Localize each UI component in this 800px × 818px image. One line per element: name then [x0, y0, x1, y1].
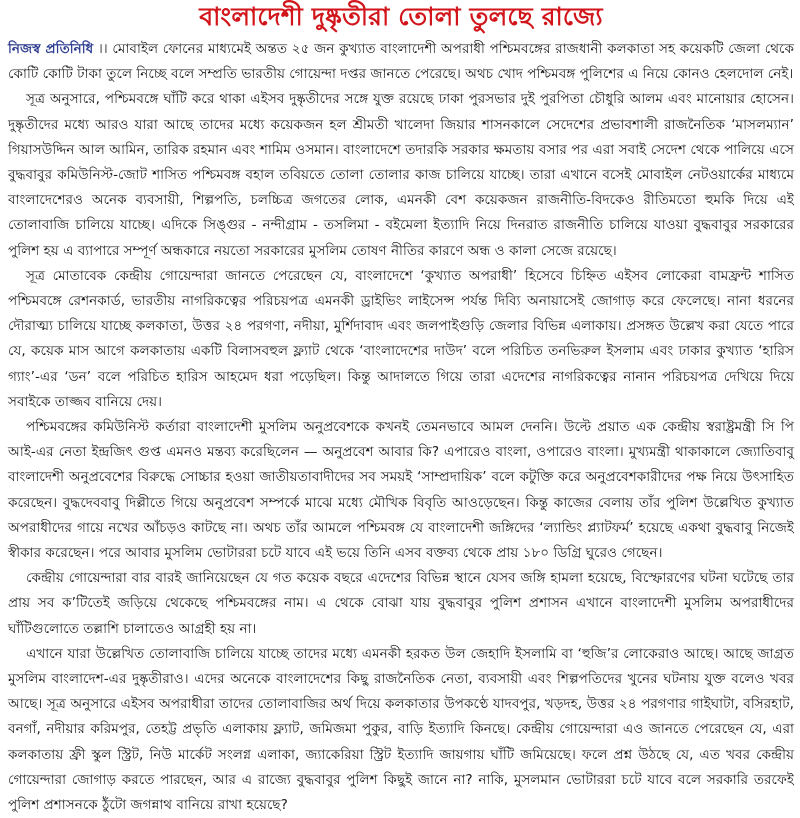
paragraph-1 — [8, 37, 794, 87]
paragraph-5: কেন্দ্রীয় গোয়েন্দারা বার বারই জানিয়েছেন যে গত কয়েক বছরে এদেশের বিভিন্ন স্থানে যেসব জঙ্গি হামলা হয়েছে, বিস্ফোরণের ঘটনা ঘটেছে তার প্রায় সব ক’টিতেই জড়িয়ে থেকেছে পশ্চিমবঙ্গের নাম। এ থেকে বোঝা যায় বুদ্ধবাবুর পুলিশ প্রশাসন এখানে বাংলাদেশী মুসলিম অপরাধীদের ঘাঁটিগুলোতে তল্লাশি চালাতেও আগ্রহী হয় না। — [8, 570, 794, 637]
paragraph-4: পশ্চিমবঙ্গের কমিউনিস্ট কর্তারা বাংলাদেশী মুসলিম অনুপ্রবেশকে কখনই তেমনভাবে আমল দেননি। উল্টে প্রয়াত এক কেন্দ্রীয় স্বরাষ্ট্রমন্ত্রী সি পি আই-এর নেতা ইন্দ্রজিৎ গুপ্ত এমনও মন্তব্য করেছিলেন — অনুপ্রবেশ আবার কি? এপারেও বাংলা, ওপারেও বাংলা। মুখ্যমন্ত্রী থাকাকালে জ্যোতিবাবু বাংলাদেশী অনুপ্রবেশের বিরুদ্ধে সোচ্চার হওয়া জাতীয়তাবাদীদের সব সময়ই ‘সাম্প্রদায়িক’ বলে কটুক্তি করে অনুপ্রবেশকারীদের পক্ষ নিয়ে উৎসাহিত করেছেন। বুদ্ধদেববাবু দিল্লীতে গিয়ে অনুপ্রবেশ সম্পর্কে মাঝে মধ্যে মৌখিক বিবৃতি আওড়েছেন। কিন্তু কাজের বেলায় তাঁর পুলিশ উল্লেখিত কুখ্যাত অপরাধীদের গায়ে নখের আঁচড়ও কাটছে না। অথচ তাঁর আমলে পশ্চিমবঙ্গ যে বাংলাদেশী জঙ্গিদের ‘ল্যান্ডিং প্ল্যাটফর্ম’ হয়েছে একথা বুদ্ধবাবু নিজেই স্বীকার করেছেন। পরে আবার মুসলিম ভোটাররা চটে যাবে এই ভয়ে তিনি এসব বক্তব্য থেকে প্রায় ১৮০ ডিগ্রি ঘুরেও গেছেন। — [8, 419, 794, 562]
paragraph-text: মোবাইল ফোনের মাধ্যমেই অন্তত ২৫ জন কুখ্যাত বাংলাদেশী অপরাধী পশ্চিমবঙ্গের রাজধানী কলকাতা সহ কয়েকটি জেলা থেকে কোটি কোটি টাকা তুলে নিচ্ছে বলে সম্প্রতি ভারতীয় গোয়েন্দা দপ্তর জানতে পেরেছে। অথচ খোদ পশ্চিমবঙ্গ পুলিশের এ নিয়ে কোনও হেলদোল নেই। — [8, 41, 795, 83]
paragraph-2: সূত্র অনুসারে, পশ্চিমবঙ্গে ঘাঁটি করে থাকা এইসব দুষ্কৃতীদের সঙ্গে যুক্ত রয়েছে ঢাকা পুরসভার দুই পুরপিতা চৌধুরি আলম এবং মানোয়ার হোসেন। দুষ্কৃতীদের মধ্যে আরও যারা আছে তাদের মধ্যে কয়েকজন হল শ্রীমতী খালেদা জিয়ার শাসনকালে সেদেশের প্রভাবশালী রাজনৈতিক ‘মাসলম্যান’ গিয়াসউদ্দিন আল আমিন, তারিক রহমান এবং শামিম ওসমান। বাংলাদেশে তদারকি সরকার ক্ষমতায় বসার পর এরা সবাই সেদেশ থেকে পালিয়ে এসে বুদ্ধবাবুর কমিউনিস্ট-জোট শাসিত পশ্চিমবঙ্গ বহাল তবিয়তে তোলা তোলার কাজ চালিয়ে যাচ্ছে। তারা এখানে বসেই মোবাইল নেটওয়ার্কের মাধ্যমে বাংলাদেশেরও অনেক ব্যবসায়ী, শিল্পপতি, চলচ্চিত্র জগতের লোক, এমনকী বেশ কয়েকজন রাজনীতি-বিদকেও রীতিমতো হুমকি দিয়ে এই তোলাবাজি চালিয়ে যাচ্ছে। এদিকে সিঙ্গুর - নন্দীগ্রাম - তসলিমা - বইমেলা ইত্যাদি নিয়ে দিনরাত রাজনীতি চালিয়ে যাওয়া বুদ্ধবাবুর সরকারের পুলিশ হয় এ ব্যাপারে সম্পূর্ণ অন্ধকারে নয়তো সরকারের মুসলিম তোষণ নীতির কারণে অন্ধ ও কালা সেজে রয়েছে। — [8, 91, 794, 259]
byline-separator: ।। — [93, 41, 113, 57]
paragraph-6: এখানে যারা উল্লেখিত তোলাবাজি চালিয়ে যাচ্ছে তাদের মধ্যে এমনকী হরকত উল জেহাদি ইসলামি বা ‘হুজি’র লোকেরাও আছে। আছে জাগ্রত মুসলিম বাংলাদেশ-এর দুষ্কৃতীরাও। এদের অনেকে বাংলাদেশের কিছু রাজনৈতিক নেতা, ব্যবসায়ী এবং শিল্পপতিদের খুনের ঘটনায় যুক্ত বলেও খবর আছে। সূত্র অনুসারে এইসব অপরাধীরা তাদের তোলাবাজির অর্থ দিয়ে কলকাতার উপকণ্ঠে যাদবপুর, খড়দহ, উত্তর ২৪ পরগণার গাইঘাটা, বসিরহাট, বনগাঁ, নদীয়ার করিমপুর, তেহট্ট প্রভৃতি এলাকায় ফ্ল্যাট, জমিজমা পুকুর, বাড়ি ইত্যাদি কিনছে। কেন্দ্রীয় গোয়েন্দারা এও জানতে পেরেছেন যে, এরা কলকাতায় ফ্রী স্কুল স্ট্রিট, নিউ মার্কেট সংলগ্ন এলাকা, জ্যাকেরিয়া স্ট্রিট ইত্যাদি জায়গায় ঘাঁটি জমিয়েছে। ফলে প্রশ্ন উঠছে যে, এত খবর কেন্দ্রীয় গোয়েন্দারা জোগাড় করতে পারছেন, আর এ রাজ্যে বুদ্ধবাবুর পুলিশ কিছুই জানে না? নাকি, মুসলমান ভোটাররা চটে যাবে বলে সরকারি তরফেই পুলিশ প্রশাসনকে ঠুঁটো জগন্নাথ বানিয়ে রাখা হয়েছে? — [8, 645, 794, 814]
article-body — [8, 37, 794, 818]
headline: বাংলাদেশী দুষ্কৃতীরা তোলা তুলছে রাজ্যে — [199, 2, 603, 31]
byline: নিজস্ব প্রতিনিধি — [8, 41, 94, 57]
paragraph-3: সূত্র মোতাবেক কেন্দ্রীয় গোয়েন্দারা জানতে পেরেছেন যে, বাংলাদেশে ‘কুখ্যাত অপরাধী’ হিসেবে চিহ্নিত এইসব লোকেরা বামফ্রন্ট শাসিত পশ্চিমবঙ্গে রেশনকার্ড, ভারতীয় নাগরিকত্বের পরিচয়পত্র এমনকী ড্রাইভিং লাইসেন্স পর্যন্ত দিব্যি অনায়াসেই জোগাড় করে ফেলেছে। নানা ধরনের দৌরাত্ম্য চালিয়ে যাচ্ছে কলকাতা, উত্তর ২৪ পরগণা, নদীয়া, মুর্শিদাবাদ এবং জলপাইগুড়ি জেলার বিভিন্ন এলাকায়। প্রসঙ্গত উল্লেখ করা যেতে পারে যে, কয়েক মাস আগে কলকাতায় একটি বিলাসবহুল ফ্ল্যাট থেকে ‘বাংলাদেশের দাউদ’ বলে পরিচিত তনভিরুল ইসলাম এবং ঢাকার কুখ্যাত ‘হারিস গ্যাং’-এর ‘ডন’ বলে পরিচিত হারিস আহমেদ ধরা পড়েছিল। কিন্তু আদালতে গিয়ে তারা এদেশের নাগরিকত্বের নানান পরিচয়পত্র দেখিয়ে দিয়ে সবাইকে তাজ্জব বানিয়ে দেয়। — [8, 267, 795, 410]
